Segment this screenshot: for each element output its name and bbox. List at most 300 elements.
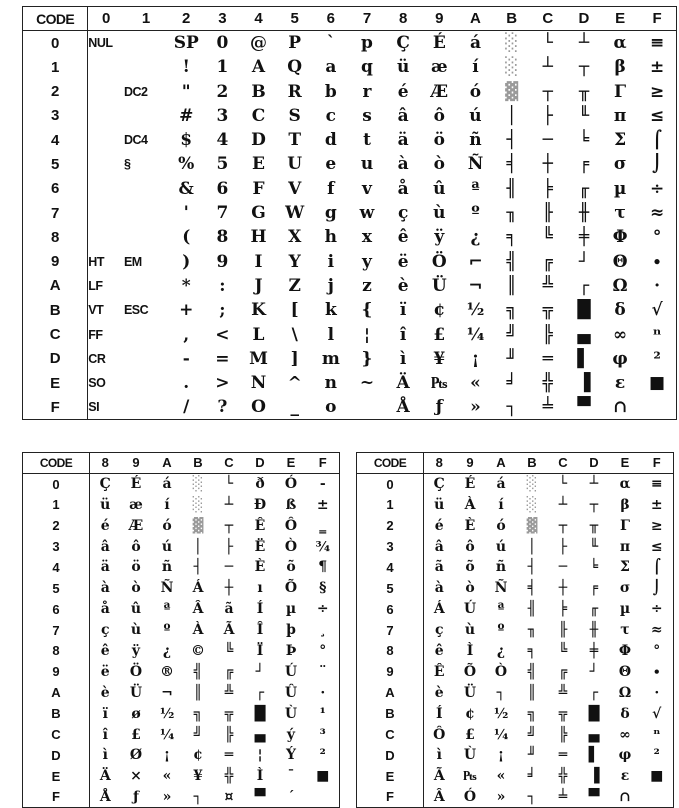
char-cell: Γ [614, 81, 627, 102]
char-cell: ╙ [589, 538, 599, 555]
char-cell: ▐ [588, 768, 600, 785]
char-cell: ε [620, 768, 630, 785]
char-cell: ∙ [652, 251, 662, 272]
char-cell: ± [650, 496, 663, 513]
char-cell: ▀ [588, 788, 600, 805]
char-cell: ┘ [578, 251, 590, 272]
char-cell: ã [224, 601, 234, 618]
char-cell: 1 [216, 57, 229, 78]
table-row [357, 766, 674, 787]
char-cell: ╞ [558, 601, 568, 618]
column-header: D [245, 453, 276, 474]
char-cell: @ [250, 33, 268, 54]
char-cell: µ [285, 601, 297, 618]
char-cell [124, 177, 168, 201]
char-cell: < [215, 324, 230, 345]
char-cell: Û [284, 684, 298, 701]
char-cell: Ú [284, 663, 298, 680]
row-code: 3 [23, 104, 88, 128]
char-cell: I [254, 251, 263, 272]
char-cell: ø [131, 705, 141, 722]
char-cell: ═ [224, 747, 234, 764]
char-cell: À [192, 622, 204, 639]
char-cell: Σ [620, 559, 630, 576]
char-cell: ¦ [363, 324, 371, 345]
char-cell: Ä [99, 768, 111, 785]
char-cell: ε [614, 373, 626, 394]
char-cell: ₧ [431, 373, 448, 394]
column-header: 4 [240, 7, 276, 31]
char-cell: ╩ [542, 275, 553, 296]
char-cell: ¢ [193, 747, 203, 764]
char-cell: á [496, 476, 506, 493]
char-cell: ≡ [650, 476, 663, 493]
char-cell: ╦ [224, 705, 234, 722]
char-cell: ⌡ [652, 580, 661, 597]
char-cell: ¶ [318, 559, 328, 576]
char-cell: ⁿ [652, 324, 662, 345]
char-cell: ╞ [542, 178, 553, 199]
char-cell [124, 347, 168, 371]
row-code: 8 [23, 641, 90, 662]
char-cell: ï [399, 300, 407, 321]
char-cell: º [471, 203, 480, 224]
char-cell: 5 [216, 154, 229, 175]
char-cell: ▓ [526, 517, 538, 534]
char-cell: v [362, 178, 372, 199]
char-cell: Ü [431, 275, 447, 296]
char-cell: ∞ [613, 324, 628, 345]
char-cell: . [183, 373, 190, 394]
char-cell: y [362, 251, 372, 272]
char-cell: σ [613, 154, 627, 175]
char-cell: ╢ [506, 178, 517, 199]
char-cell: ƒ [132, 788, 140, 805]
char-cell: ] [290, 348, 299, 369]
char-cell: ╧ [542, 397, 553, 418]
char-cell: Ö [129, 663, 143, 680]
char-cell: ò [465, 580, 475, 597]
char-cell: ; [219, 300, 226, 321]
char-cell: ¾ [315, 538, 331, 555]
char-cell: X [288, 227, 302, 248]
char-cell: ° [653, 642, 661, 659]
column-header: 9 [421, 7, 457, 31]
table-row [23, 620, 340, 641]
char-cell: ¡ [471, 348, 480, 369]
char-cell: á [162, 476, 172, 493]
char-cell: ╖ [527, 622, 537, 639]
char-cell: ■ [649, 373, 666, 394]
char-cell: ¬ [161, 684, 173, 701]
char-cell: Ä [396, 373, 410, 394]
char-cell: W [285, 203, 305, 224]
char-cell: Ù [284, 705, 298, 722]
char-cell: Φ [612, 227, 628, 248]
char-cell: ê [397, 227, 409, 248]
row-code: 0 [23, 473, 90, 494]
char-cell: x [361, 227, 373, 248]
char-cell: ª [471, 178, 480, 199]
table-row [23, 79, 677, 103]
char-cell [124, 201, 168, 225]
char-cell: ╠ [542, 324, 553, 345]
row-code: 2 [357, 515, 424, 536]
char-cell: n [324, 373, 338, 394]
char-cell: █ [254, 705, 266, 722]
char-cell: å [100, 601, 110, 618]
char-cell: Î [256, 622, 264, 639]
table-row [23, 274, 677, 298]
char-cell: ╣ [193, 663, 203, 680]
char-cell: É [464, 476, 476, 493]
char-cell: ═ [558, 747, 568, 764]
char-cell: SI [88, 400, 100, 415]
char-cell: ^ [287, 373, 302, 394]
row-code: E [357, 766, 424, 787]
table-row [357, 578, 674, 599]
char-cell: ä [100, 559, 110, 576]
char-cell: Ô [284, 517, 298, 534]
char-cell: T [288, 130, 302, 151]
char-cell: ? [217, 397, 228, 418]
char-cell: º [163, 622, 171, 639]
char-cell [124, 371, 168, 395]
char-cell: ┐ [496, 684, 506, 701]
char-cell: é [434, 517, 444, 534]
char-cell: ¼ [493, 726, 509, 743]
char-cell: è [100, 684, 110, 701]
char-cell: ⌡ [652, 154, 663, 175]
char-cell: ÷ [649, 178, 665, 199]
char-cell: c [325, 105, 337, 126]
char-cell: ▄ [588, 726, 600, 743]
char-cell: Ç [396, 33, 410, 54]
char-cell: $ [180, 130, 193, 151]
char-cell: Ë [254, 538, 266, 555]
column-header: 9 [121, 453, 152, 474]
char-cell: õ [286, 559, 296, 576]
row-code: 3 [357, 536, 424, 557]
char-cell: ≤ [649, 105, 665, 126]
char-cell: ½ [466, 300, 485, 321]
char-cell: + [179, 300, 194, 321]
char-cell: þ [286, 622, 296, 639]
char-cell: ⌐ [468, 251, 483, 272]
char-cell: ┬ [589, 496, 599, 513]
column-header: 6 [313, 7, 349, 31]
char-cell: ) [182, 251, 191, 272]
char-cell: - [319, 476, 326, 493]
char-cell: Ñ [467, 154, 484, 175]
char-cell: │ [193, 538, 203, 555]
row-code: 6 [23, 177, 88, 201]
table-row [23, 557, 340, 578]
char-cell [124, 395, 168, 419]
char-cell: ╥ [578, 81, 590, 102]
char-cell: Ê [433, 663, 445, 680]
char-cell: ╝ [193, 726, 203, 743]
char-cell: w [359, 203, 375, 224]
char-cell: p [361, 33, 373, 54]
char-cell: Φ [618, 642, 632, 659]
char-cell: r [362, 81, 372, 102]
char-cell: § [123, 157, 131, 172]
char-cell: SP [173, 33, 199, 54]
row-code: 7 [23, 201, 88, 225]
char-cell: t [363, 130, 371, 151]
char-cell: ╕ [527, 642, 537, 659]
left-code-table [22, 452, 340, 808]
table-row [23, 515, 340, 536]
char-cell: ã [434, 559, 444, 576]
char-cell: 2 [216, 81, 229, 102]
char-cell: © [191, 642, 205, 659]
row-code: 9 [23, 661, 90, 682]
char-cell: Ï [256, 642, 264, 659]
char-cell: ╚ [224, 642, 234, 659]
char-cell: Ü [129, 684, 143, 701]
column-header: 0 [88, 7, 124, 31]
char-cell: í [498, 496, 504, 513]
char-cell: · [654, 684, 660, 701]
char-cell: ⌠ [652, 559, 661, 576]
char-cell: É [432, 33, 446, 54]
char-cell: Å [99, 788, 111, 805]
table-row [23, 55, 677, 79]
char-cell: ╫ [589, 622, 599, 639]
char-cell: U [287, 154, 303, 175]
char-cell: M [249, 348, 268, 369]
column-header: A [486, 453, 517, 474]
char-cell: ∩ [612, 397, 628, 418]
char-cell: Ô [433, 726, 446, 743]
char-cell: ë [100, 663, 110, 680]
char-cell: j [327, 275, 334, 296]
char-cell: ÿ [434, 227, 445, 248]
char-cell: ² [319, 747, 326, 764]
char-cell: ¿ [470, 227, 481, 248]
char-cell: β [620, 496, 630, 513]
char-cell: ╛ [506, 373, 517, 394]
char-cell: ⌠ [652, 130, 663, 151]
row-code: 4 [23, 128, 88, 152]
char-cell: í [472, 57, 479, 78]
char-cell: á [469, 33, 481, 54]
char-cell [124, 322, 168, 346]
char-cell: F [252, 178, 265, 199]
char-cell: º [497, 622, 505, 639]
row-code: A [357, 682, 424, 703]
column-header: E [276, 453, 307, 474]
char-cell: ç [397, 203, 409, 224]
char-cell: o [325, 397, 337, 418]
table-row [23, 31, 677, 55]
char-cell: ░ [505, 57, 519, 78]
char-cell: Á [433, 601, 445, 618]
row-code: 1 [23, 494, 90, 515]
char-cell: ≥ [649, 81, 665, 102]
char-cell [124, 55, 168, 79]
char-cell: Æ [430, 81, 449, 102]
header-row [357, 453, 674, 474]
char-cell: ! [182, 57, 190, 78]
char-cell: ∞ [619, 726, 631, 743]
char-cell: ┘ [589, 663, 599, 680]
char-cell: ì [102, 747, 108, 764]
char-cell: Q [287, 57, 303, 78]
char-cell: £ [433, 324, 446, 345]
char-cell: Õ [463, 663, 477, 680]
char-cell: ê [434, 642, 444, 659]
char-cell: O [251, 397, 266, 418]
char-cell: 8 [216, 227, 229, 248]
char-cell: ¡ [497, 747, 505, 764]
char-cell: ò [131, 580, 141, 597]
column-header: 8 [385, 7, 421, 31]
char-cell: Ç [99, 476, 111, 493]
row-code: F [23, 395, 88, 419]
char-cell: ð [255, 476, 265, 493]
char-cell: æ [431, 57, 448, 78]
char-cell: ┬ [558, 517, 568, 534]
char-cell: ü [396, 57, 410, 78]
char-cell: ö [433, 130, 445, 151]
char-cell: q [361, 57, 373, 78]
char-cell: │ [506, 105, 517, 126]
char-cell: ù [464, 622, 476, 639]
char-cell: · [654, 275, 661, 296]
char-cell: } [361, 348, 373, 369]
char-cell: H [250, 227, 267, 248]
char-cell: ó [162, 517, 172, 534]
code-header: CODE [357, 453, 424, 474]
char-cell: ú [495, 538, 507, 555]
char-cell: ░ [192, 496, 204, 513]
right-code-table [356, 452, 674, 808]
char-cell: Ó [284, 476, 298, 493]
table-row [23, 225, 677, 249]
char-cell: ï [102, 705, 108, 722]
char-cell: ı [257, 580, 263, 597]
char-cell: ü [434, 496, 445, 513]
row-code: 9 [357, 661, 424, 682]
char-cell: └ [558, 476, 568, 493]
char-cell: ▌ [588, 747, 600, 764]
column-header: A [457, 7, 493, 31]
char-cell: É [130, 476, 142, 493]
char-cell: ╘ [578, 130, 590, 151]
table-row [23, 703, 340, 724]
column-header: 9 [455, 453, 486, 474]
char-cell: ╘ [589, 559, 599, 576]
char-cell: ä [397, 130, 409, 151]
column-header: C [214, 453, 245, 474]
row-code: F [357, 787, 424, 808]
char-cell: % [178, 154, 195, 175]
column-header: F [307, 453, 340, 474]
char-cell: τ [614, 203, 626, 224]
char-cell [349, 395, 385, 419]
char-cell: ╖ [506, 203, 517, 224]
table-row [23, 599, 340, 620]
char-cell: ≈ [650, 622, 663, 639]
char-cell: τ [620, 622, 630, 639]
char-cell: ┴ [224, 496, 234, 513]
char-cell: ─ [224, 559, 234, 576]
char-cell: ô [465, 538, 475, 555]
char-cell: 7 [216, 203, 229, 224]
char-cell: ╬ [542, 373, 553, 394]
char-cell: Ñ [160, 580, 174, 597]
char-cell: ╛ [527, 768, 537, 785]
char-cell: « [470, 373, 481, 394]
char-cell: 4 [216, 130, 229, 151]
char-cell [88, 128, 124, 152]
table-row [23, 536, 340, 557]
header-row [23, 453, 340, 474]
char-cell: ° [319, 642, 327, 659]
char-cell: ╗ [193, 705, 203, 722]
char-cell: ≥ [650, 517, 663, 534]
char-cell: ô [433, 105, 445, 126]
char-cell: i [327, 251, 335, 272]
char-cell: î [399, 324, 407, 345]
char-cell: à [434, 580, 444, 597]
char-cell: ┌ [578, 275, 590, 296]
row-code: 9 [23, 249, 88, 273]
row-code: 2 [23, 79, 88, 103]
char-cell: - [182, 348, 190, 369]
char-cell: k [324, 300, 337, 321]
char-cell: \ [291, 324, 298, 345]
char-cell: ┐ [506, 397, 517, 418]
char-cell: ┘ [255, 663, 265, 680]
char-cell: ░ [526, 496, 538, 513]
char-cell: α [613, 33, 627, 54]
char-cell: █ [588, 705, 600, 722]
row-code: 1 [23, 55, 88, 79]
char-cell: B [251, 81, 266, 102]
char-cell: , [183, 324, 190, 345]
char-cell: Σ [614, 130, 627, 151]
row-code: B [23, 298, 88, 322]
char-cell: Ö [431, 251, 447, 272]
char-cell: FF [88, 327, 103, 342]
char-cell: Γ [620, 517, 630, 534]
char-cell: ñ [495, 559, 507, 576]
char-cell: u [360, 154, 374, 175]
char-cell: CR [88, 351, 106, 366]
char-cell: » [496, 788, 506, 805]
char-cell: √ [651, 300, 663, 321]
table-row [23, 371, 677, 395]
char-cell: Θ [612, 251, 628, 272]
char-cell: ╫ [578, 203, 590, 224]
char-cell: ╓ [578, 178, 590, 199]
char-cell: S [288, 105, 301, 126]
char-cell: β [614, 57, 626, 78]
char-cell: Ù [463, 747, 477, 764]
char-cell: l [327, 324, 335, 345]
char-cell: ┬ [224, 517, 234, 534]
char-cell: _ [290, 397, 299, 418]
char-cell: ¬ [468, 275, 483, 296]
char-cell: ¨ [319, 663, 327, 680]
table-row [23, 128, 677, 152]
char-cell: SO [88, 376, 106, 391]
char-cell: î [102, 726, 108, 743]
